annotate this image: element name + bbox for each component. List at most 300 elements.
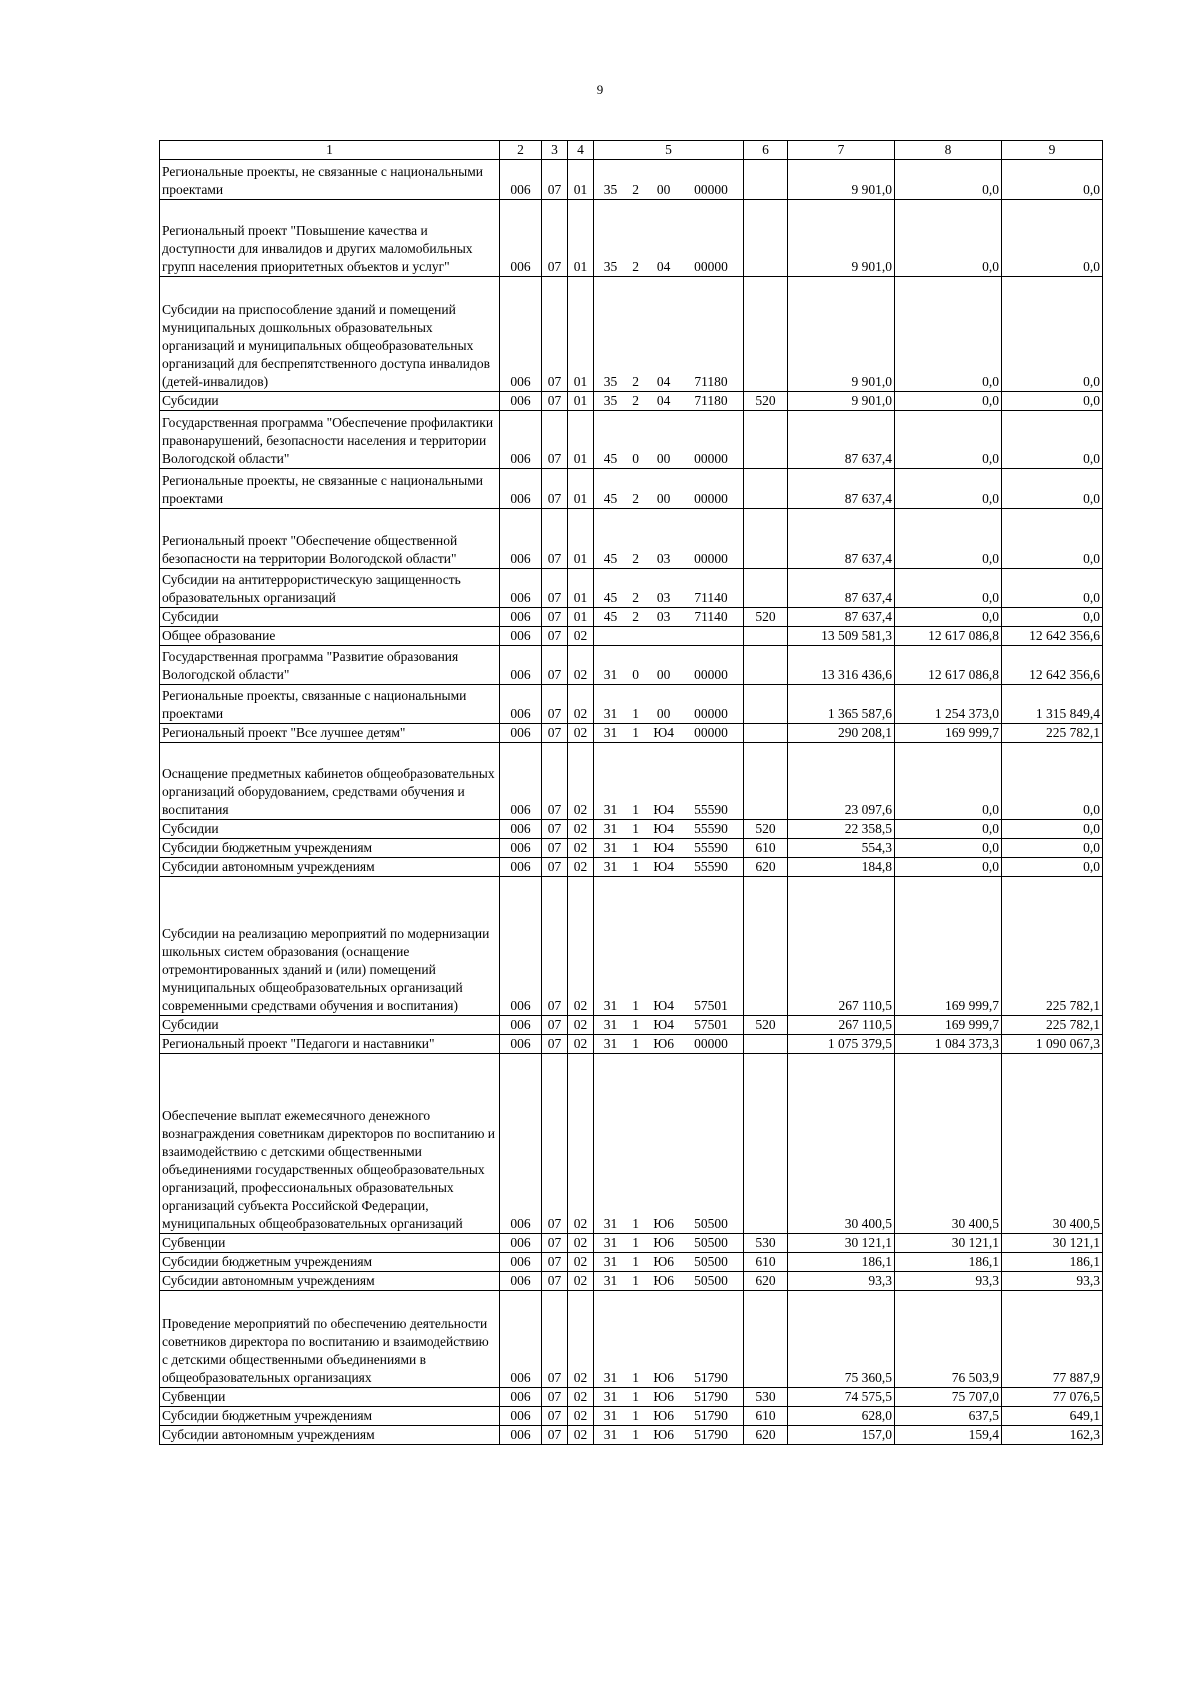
target-article-code	[594, 646, 744, 685]
expense-type-code: 520	[744, 1016, 788, 1035]
target-article-part-2: 1	[632, 1235, 639, 1250]
subsection-code: 02	[568, 627, 594, 646]
amount-column-8: 12 617 086,8	[895, 627, 1002, 646]
ministry-code: 006	[500, 1388, 542, 1407]
target-article-code	[594, 200, 744, 277]
ministry-code: 006	[500, 1234, 542, 1253]
target-article-part-3: 00	[656, 667, 671, 682]
amount-column-9: 0,0	[1002, 608, 1103, 627]
table-row	[160, 627, 1103, 646]
target-article-part-4: 51790	[694, 1389, 728, 1404]
table-row	[160, 1272, 1103, 1291]
target-article-part-4: 00000	[694, 182, 728, 197]
target-article-part-4: 71140	[694, 590, 728, 605]
subsection-code: 02	[568, 839, 594, 858]
amount-column-9: 1 315 849,4	[1002, 685, 1103, 724]
table-row	[160, 392, 1103, 411]
ministry-code: 006	[500, 1016, 542, 1035]
table-row	[160, 858, 1103, 877]
subsection-code: 01	[568, 569, 594, 608]
ministry-code: 006	[500, 1426, 542, 1445]
target-article-part-2: 1	[632, 859, 639, 874]
amount-column-8: 76 503,9	[895, 1291, 1002, 1388]
amount-column-9: 0,0	[1002, 160, 1103, 200]
expense-type-code	[744, 1054, 788, 1234]
target-article-part-2: 1	[632, 706, 639, 721]
target-article-part-4: 55590	[694, 802, 728, 817]
column-header-1: 1	[160, 141, 500, 160]
target-article-part-1: 31	[603, 1017, 618, 1032]
amount-column-9: 0,0	[1002, 200, 1103, 277]
amount-column-8: 0,0	[895, 509, 1002, 569]
target-article-code	[594, 277, 744, 392]
amount-column-9: 0,0	[1002, 820, 1103, 839]
amount-column-9: 1 090 067,3	[1002, 1035, 1103, 1054]
amount-column-9: 162,3	[1002, 1426, 1103, 1445]
column-header-6: 6	[744, 141, 788, 160]
target-article-part-4: 00000	[694, 551, 728, 566]
target-article-part-1: 31	[603, 998, 618, 1013]
target-article-part-1: 45	[603, 551, 618, 566]
amount-column-7: 267 110,5	[788, 877, 895, 1016]
table-row	[160, 820, 1103, 839]
expense-type-code	[744, 411, 788, 469]
section-code: 07	[542, 1035, 568, 1054]
section-code: 07	[542, 1272, 568, 1291]
row-name: Региональные проекты, не связанные с национальными проектами	[160, 160, 500, 200]
expense-type-code: 620	[744, 1272, 788, 1291]
section-code: 07	[542, 569, 568, 608]
ministry-code: 006	[500, 569, 542, 608]
target-article-part-4: 55590	[694, 840, 728, 855]
section-code: 07	[542, 877, 568, 1016]
row-name: Субсидии автономным учреждениям	[160, 1272, 500, 1291]
target-article-part-2: 2	[632, 609, 639, 624]
expense-type-code: 530	[744, 1234, 788, 1253]
amount-column-7: 87 637,4	[788, 569, 895, 608]
amount-column-7: 184,8	[788, 858, 895, 877]
amount-column-9: 225 782,1	[1002, 1016, 1103, 1035]
expense-type-code	[744, 469, 788, 509]
target-article-part-1: 35	[603, 182, 618, 197]
target-article-part-4: 71180	[694, 374, 728, 389]
target-article-code	[594, 858, 744, 877]
amount-column-9: 0,0	[1002, 569, 1103, 608]
ministry-code: 006	[500, 392, 542, 411]
amount-column-8: 637,5	[895, 1407, 1002, 1426]
subsection-code: 02	[568, 646, 594, 685]
subsection-code: 02	[568, 820, 594, 839]
subsection-code: 02	[568, 1388, 594, 1407]
target-article-part-3: 04	[656, 259, 671, 274]
section-code: 07	[542, 743, 568, 820]
target-article-part-4: 57501	[694, 1017, 728, 1032]
amount-column-9: 186,1	[1002, 1253, 1103, 1272]
target-article-part-1: 35	[603, 393, 618, 408]
target-article-part-2: 2	[632, 551, 639, 566]
target-article-part-1: 45	[603, 609, 618, 624]
target-article-code	[594, 469, 744, 509]
table-row	[160, 1016, 1103, 1035]
target-article-part-2: 1	[632, 802, 639, 817]
target-article-part-1: 31	[603, 1235, 618, 1250]
ministry-code: 006	[500, 1272, 542, 1291]
subsection-code: 02	[568, 858, 594, 877]
amount-column-9: 12 642 356,6	[1002, 627, 1103, 646]
amount-column-9: 12 642 356,6	[1002, 646, 1103, 685]
subsection-code: 02	[568, 1035, 594, 1054]
subsection-code: 02	[568, 1253, 594, 1272]
expense-type-code: 520	[744, 392, 788, 411]
row-name: Государственная программа "Обеспечение профилактики правонарушений, безопасности населения и территории Вологодской области"	[160, 411, 500, 469]
amount-column-8: 0,0	[895, 469, 1002, 509]
target-article-part-1: 31	[603, 859, 618, 874]
table-row	[160, 608, 1103, 627]
target-article-part-3: Ю6	[653, 1389, 674, 1404]
target-article-part-1: 35	[603, 259, 618, 274]
target-article-part-2: 2	[632, 374, 639, 389]
target-article-code	[594, 724, 744, 743]
table-row	[160, 743, 1103, 820]
target-article-part-4: 00000	[694, 667, 728, 682]
row-name: Субсидии бюджетным учреждениям	[160, 839, 500, 858]
section-code: 07	[542, 685, 568, 724]
column-header-8: 8	[895, 141, 1002, 160]
ministry-code: 006	[500, 646, 542, 685]
row-name: Региональный проект "Повышение качества и доступности для инвалидов и других маломобильных групп населения приоритетных объектов и услуг"	[160, 200, 500, 277]
target-article-part-4: 71140	[694, 609, 728, 624]
row-name: Субсидии автономным учреждениям	[160, 858, 500, 877]
target-article-part-1: 31	[603, 1254, 618, 1269]
expense-type-code: 520	[744, 820, 788, 839]
amount-column-8: 0,0	[895, 277, 1002, 392]
column-header-7: 7	[788, 141, 895, 160]
target-article-code	[594, 608, 744, 627]
target-article-part-3: Ю4	[653, 821, 674, 836]
expense-type-code	[744, 627, 788, 646]
target-article-part-4: 51790	[694, 1408, 728, 1423]
row-name: Субсидии на реализацию мероприятий по модернизации школьных систем образования (оснащение отремонтированных зданий и (или) помещений муниципальных общеобразовательных организаций современными средствами обучения и воспитания)	[160, 877, 500, 1016]
row-name: Обеспечение выплат ежемесячного денежного вознаграждения советникам директоров по воспитанию и взаимодействию с детскими общественными объединениями государственных общеобразовательных организаций, профессиональных образовательных организаций субъекта Российской Федерации, муниципальных общеобразовательных организаций	[160, 1054, 500, 1234]
target-article-code	[594, 877, 744, 1016]
amount-column-8: 159,4	[895, 1426, 1002, 1445]
subsection-code: 01	[568, 509, 594, 569]
amount-column-7: 1 365 587,6	[788, 685, 895, 724]
ministry-code: 006	[500, 820, 542, 839]
amount-column-7: 267 110,5	[788, 1016, 895, 1035]
ministry-code: 006	[500, 1291, 542, 1388]
table-row	[160, 877, 1103, 1016]
ministry-code: 006	[500, 200, 542, 277]
amount-column-9: 0,0	[1002, 509, 1103, 569]
amount-column-9: 0,0	[1002, 411, 1103, 469]
table-row	[160, 1054, 1103, 1234]
target-article-part-1: 31	[603, 1273, 618, 1288]
target-article-part-1: 31	[603, 1389, 618, 1404]
target-article-code	[594, 1388, 744, 1407]
target-article-part-4: 55590	[694, 859, 728, 874]
subsection-code: 01	[568, 277, 594, 392]
ministry-code: 006	[500, 858, 542, 877]
target-article-part-4: 00000	[694, 706, 728, 721]
target-article-code	[594, 392, 744, 411]
section-code: 07	[542, 200, 568, 277]
row-name: Субсидии	[160, 1016, 500, 1035]
row-name: Региональные проекты, связанные с национальными проектами	[160, 685, 500, 724]
row-name: Субсидии бюджетным учреждениям	[160, 1253, 500, 1272]
table-row	[160, 724, 1103, 743]
target-article-part-3: Ю6	[653, 1254, 674, 1269]
amount-column-8: 12 617 086,8	[895, 646, 1002, 685]
ministry-code: 006	[500, 277, 542, 392]
amount-column-8: 1 084 373,3	[895, 1035, 1002, 1054]
ministry-code: 006	[500, 160, 542, 200]
target-article-part-3: Ю4	[653, 725, 674, 740]
amount-column-8: 1 254 373,0	[895, 685, 1002, 724]
subsection-code: 02	[568, 877, 594, 1016]
table-row	[160, 685, 1103, 724]
target-article-part-2: 1	[632, 1036, 639, 1051]
target-article-part-3: Ю6	[653, 1408, 674, 1423]
row-name: Общее образование	[160, 627, 500, 646]
amount-column-9: 77 887,9	[1002, 1291, 1103, 1388]
target-article-part-2: 1	[632, 1427, 639, 1442]
section-code: 07	[542, 1253, 568, 1272]
subsection-code: 01	[568, 160, 594, 200]
target-article-part-3: Ю6	[653, 1235, 674, 1250]
table-row	[160, 569, 1103, 608]
row-name: Субсидии на антитеррористическую защищенность образовательных организаций	[160, 569, 500, 608]
amount-column-8: 186,1	[895, 1253, 1002, 1272]
subsection-code: 01	[568, 469, 594, 509]
target-article-code	[594, 509, 744, 569]
target-article-part-3: 03	[656, 609, 671, 624]
amount-column-8: 0,0	[895, 858, 1002, 877]
target-article-part-2: 2	[632, 590, 639, 605]
amount-column-7: 1 075 379,5	[788, 1035, 895, 1054]
section-code: 07	[542, 160, 568, 200]
ministry-code: 006	[500, 1035, 542, 1054]
target-article-part-3: Ю4	[653, 998, 674, 1013]
amount-column-9: 30 400,5	[1002, 1054, 1103, 1234]
ministry-code: 006	[500, 627, 542, 646]
amount-column-7: 13 509 581,3	[788, 627, 895, 646]
target-article-part-2: 1	[632, 1017, 639, 1032]
section-code: 07	[542, 627, 568, 646]
expense-type-code	[744, 743, 788, 820]
target-article-part-2: 2	[632, 182, 639, 197]
amount-column-7: 23 097,6	[788, 743, 895, 820]
table-row	[160, 1291, 1103, 1388]
amount-column-9: 0,0	[1002, 277, 1103, 392]
amount-column-7: 157,0	[788, 1426, 895, 1445]
row-name: Субвенции	[160, 1388, 500, 1407]
target-article-code	[594, 839, 744, 858]
row-name: Региональный проект "Обеспечение общественной безопасности на территории Вологодской области"	[160, 509, 500, 569]
amount-column-9: 0,0	[1002, 469, 1103, 509]
column-header-2: 2	[500, 141, 542, 160]
amount-column-8: 0,0	[895, 608, 1002, 627]
target-article-part-3: Ю6	[653, 1273, 674, 1288]
amount-column-8: 169 999,7	[895, 877, 1002, 1016]
target-article-part-2: 2	[632, 491, 639, 506]
column-header-4: 4	[568, 141, 594, 160]
target-article-part-1: 31	[603, 667, 618, 682]
amount-column-7: 93,3	[788, 1272, 895, 1291]
section-code: 07	[542, 469, 568, 509]
section-code: 07	[542, 839, 568, 858]
subsection-code: 01	[568, 200, 594, 277]
subsection-code: 02	[568, 724, 594, 743]
amount-column-7: 87 637,4	[788, 509, 895, 569]
target-article-part-3: Ю6	[653, 1427, 674, 1442]
column-header-3: 3	[542, 141, 568, 160]
subsection-code: 02	[568, 1426, 594, 1445]
row-name: Оснащение предметных кабинетов общеобразовательных организаций оборудованием, средствами обучения и воспитания	[160, 743, 500, 820]
amount-column-7: 9 901,0	[788, 392, 895, 411]
target-article-part-3: 03	[656, 551, 671, 566]
ministry-code: 006	[500, 1253, 542, 1272]
section-code: 07	[542, 820, 568, 839]
expense-type-code: 610	[744, 1407, 788, 1426]
target-article-part-3: 00	[656, 182, 671, 197]
section-code: 07	[542, 1426, 568, 1445]
amount-column-8: 0,0	[895, 569, 1002, 608]
target-article-code	[594, 1291, 744, 1388]
amount-column-9: 0,0	[1002, 392, 1103, 411]
row-name: Проведение мероприятий по обеспечению деятельности советников директора по воспитанию и взаимодействию с детскими общественными объединениями в общеобразовательных организациях	[160, 1291, 500, 1388]
expense-type-code	[744, 277, 788, 392]
expense-type-code	[744, 509, 788, 569]
target-article-part-1: 45	[603, 491, 618, 506]
target-article-part-3: Ю6	[653, 1036, 674, 1051]
table-row	[160, 200, 1103, 277]
subsection-code: 01	[568, 411, 594, 469]
amount-column-8: 0,0	[895, 743, 1002, 820]
table-row	[160, 839, 1103, 858]
ministry-code: 006	[500, 608, 542, 627]
amount-column-7: 75 360,5	[788, 1291, 895, 1388]
target-article-part-1: 31	[603, 802, 618, 817]
ministry-code: 006	[500, 839, 542, 858]
subsection-code: 02	[568, 1272, 594, 1291]
target-article-code	[594, 569, 744, 608]
target-article-part-4: 00000	[694, 1036, 728, 1051]
target-article-part-4: 00000	[694, 259, 728, 274]
amount-column-9: 0,0	[1002, 743, 1103, 820]
table-row	[160, 1388, 1103, 1407]
amount-column-7: 628,0	[788, 1407, 895, 1426]
expense-type-code	[744, 1035, 788, 1054]
row-name: Субсидии	[160, 820, 500, 839]
target-article-part-1: 31	[603, 840, 618, 855]
subsection-code: 02	[568, 1016, 594, 1035]
subsection-code: 02	[568, 743, 594, 820]
ministry-code: 006	[500, 1407, 542, 1426]
section-code: 07	[542, 608, 568, 627]
target-article-code	[594, 1253, 744, 1272]
row-name: Субсидии автономным учреждениям	[160, 1426, 500, 1445]
expense-type-code	[744, 160, 788, 200]
ministry-code: 006	[500, 877, 542, 1016]
target-article-part-1: 31	[603, 1370, 618, 1385]
target-article-part-4: 50500	[694, 1235, 728, 1250]
row-name: Субсидии	[160, 608, 500, 627]
amount-column-9: 225 782,1	[1002, 877, 1103, 1016]
target-article-part-2: 1	[632, 821, 639, 836]
section-code: 07	[542, 1291, 568, 1388]
target-article-part-3: 03	[656, 590, 671, 605]
section-code: 07	[542, 646, 568, 685]
section-code: 07	[542, 509, 568, 569]
amount-column-7: 87 637,4	[788, 469, 895, 509]
amount-column-8: 0,0	[895, 820, 1002, 839]
target-article-part-1: 31	[603, 725, 618, 740]
target-article-part-4: 51790	[694, 1370, 728, 1385]
amount-column-8: 30 400,5	[895, 1054, 1002, 1234]
amount-column-9: 225 782,1	[1002, 724, 1103, 743]
amount-column-7: 13 316 436,6	[788, 646, 895, 685]
amount-column-8: 169 999,7	[895, 724, 1002, 743]
table-body	[160, 160, 1103, 1445]
target-article-part-3: Ю4	[653, 802, 674, 817]
section-code: 07	[542, 277, 568, 392]
amount-column-8: 0,0	[895, 411, 1002, 469]
target-article-part-3: Ю6	[653, 1370, 674, 1385]
amount-column-7: 87 637,4	[788, 411, 895, 469]
section-code: 07	[542, 1388, 568, 1407]
section-code: 07	[542, 1234, 568, 1253]
target-article-part-3: 04	[656, 374, 671, 389]
target-article-part-1: 45	[603, 590, 618, 605]
column-header-5: 5	[594, 141, 744, 160]
section-code: 07	[542, 858, 568, 877]
table-row	[160, 646, 1103, 685]
expense-type-code: 520	[744, 608, 788, 627]
amount-column-7: 9 901,0	[788, 200, 895, 277]
amount-column-7: 186,1	[788, 1253, 895, 1272]
target-article-part-4: 50500	[694, 1216, 728, 1231]
amount-column-7: 30 121,1	[788, 1234, 895, 1253]
target-article-code	[594, 1407, 744, 1426]
expense-type-code: 530	[744, 1388, 788, 1407]
amount-column-9: 0,0	[1002, 839, 1103, 858]
subsection-code: 01	[568, 608, 594, 627]
row-name: Субвенции	[160, 1234, 500, 1253]
target-article-code	[594, 685, 744, 724]
target-article-code	[594, 1054, 744, 1234]
section-code: 07	[542, 411, 568, 469]
target-article-part-4: 71180	[694, 393, 728, 408]
amount-column-8: 0,0	[895, 392, 1002, 411]
table-row	[160, 1426, 1103, 1445]
table-header-row	[160, 141, 1103, 160]
target-article-code	[594, 1234, 744, 1253]
amount-column-8: 0,0	[895, 839, 1002, 858]
subsection-code: 02	[568, 1234, 594, 1253]
target-article-part-2: 2	[632, 259, 639, 274]
column-header-9: 9	[1002, 141, 1103, 160]
ministry-code: 006	[500, 509, 542, 569]
target-article-code	[594, 1016, 744, 1035]
row-name: Субсидии на приспособление зданий и помещений муниципальных дошкольных образовательных организаций и муниципальных общеобразовательных организаций для беспрепятственного доступа инвалидов (детей-инвалидов)	[160, 277, 500, 392]
table-row	[160, 1234, 1103, 1253]
row-name: Региональные проекты, не связанные с национальными проектами	[160, 469, 500, 509]
target-article-part-2: 0	[632, 667, 639, 682]
target-article-code	[594, 1035, 744, 1054]
amount-column-9: 649,1	[1002, 1407, 1103, 1426]
expense-type-code: 620	[744, 858, 788, 877]
